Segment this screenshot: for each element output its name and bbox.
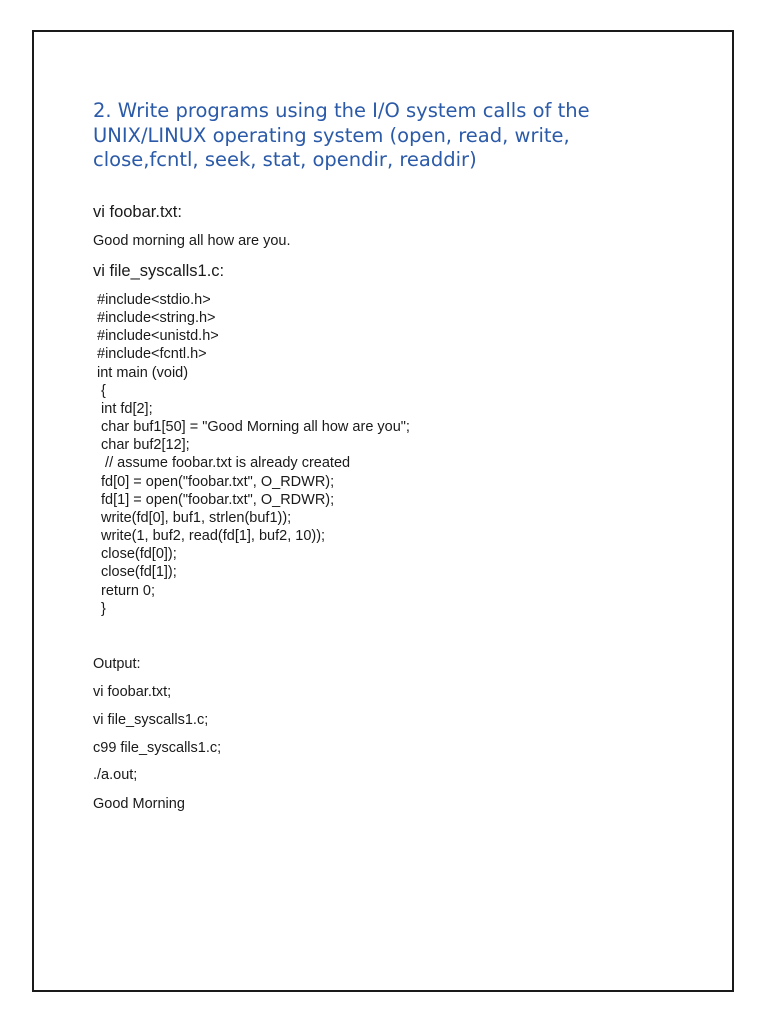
code-line: int fd[2];	[97, 400, 153, 417]
heading-line: close,fcntl, seek, stat, opendir, readdir)	[93, 148, 477, 171]
file2-label: vi file_syscalls1.c:	[93, 262, 225, 280]
output-line: vi file_syscalls1.c;	[93, 712, 209, 728]
code-line: write(fd[0], buf1, strlen(buf1));	[97, 509, 292, 526]
output-line: Good Morning	[93, 796, 185, 812]
code-line: char buf1[50] = "Good Morning all how are you";	[97, 419, 410, 436]
code-line: return 0;	[97, 582, 156, 599]
code-line: #include<string.h>	[97, 310, 216, 327]
question-heading	[93, 99, 653, 173]
code-line: }	[97, 600, 106, 617]
code-line: close(fd[0]);	[97, 546, 177, 563]
file1-content: Good morning all how are you.	[93, 233, 291, 249]
output-line: c99 file_syscalls1.c;	[93, 740, 222, 756]
heading-line: UNIX/LINUX operating system (open, read, write,	[93, 123, 570, 147]
code-line: #include<unistd.h>	[97, 328, 219, 345]
code-line: // assume foobar.txt is already created	[97, 455, 351, 472]
code-line: {	[97, 382, 106, 399]
heading-line: 2. Write programs using the I/O system calls of the	[93, 99, 590, 122]
output-line: vi foobar.txt;	[93, 684, 172, 700]
code-listing	[97, 291, 410, 618]
code-line: write(1, buf2, read(fd[1], buf2, 10));	[97, 528, 326, 545]
code-line: #include<fcntl.h>	[97, 346, 207, 363]
file1-label: vi foobar.txt:	[93, 203, 182, 221]
code-line: int main (void)	[97, 364, 189, 381]
code-line: char buf2[12];	[97, 437, 190, 454]
output-line: ./a.out;	[93, 767, 138, 783]
code-line: fd[0] = open("foobar.txt", O_RDWR);	[97, 473, 335, 490]
code-line: close(fd[1]);	[97, 564, 177, 581]
code-line: fd[1] = open("foobar.txt", O_RDWR);	[97, 491, 335, 508]
code-line: #include<stdio.h>	[97, 292, 211, 308]
output-label: Output:	[93, 656, 141, 672]
